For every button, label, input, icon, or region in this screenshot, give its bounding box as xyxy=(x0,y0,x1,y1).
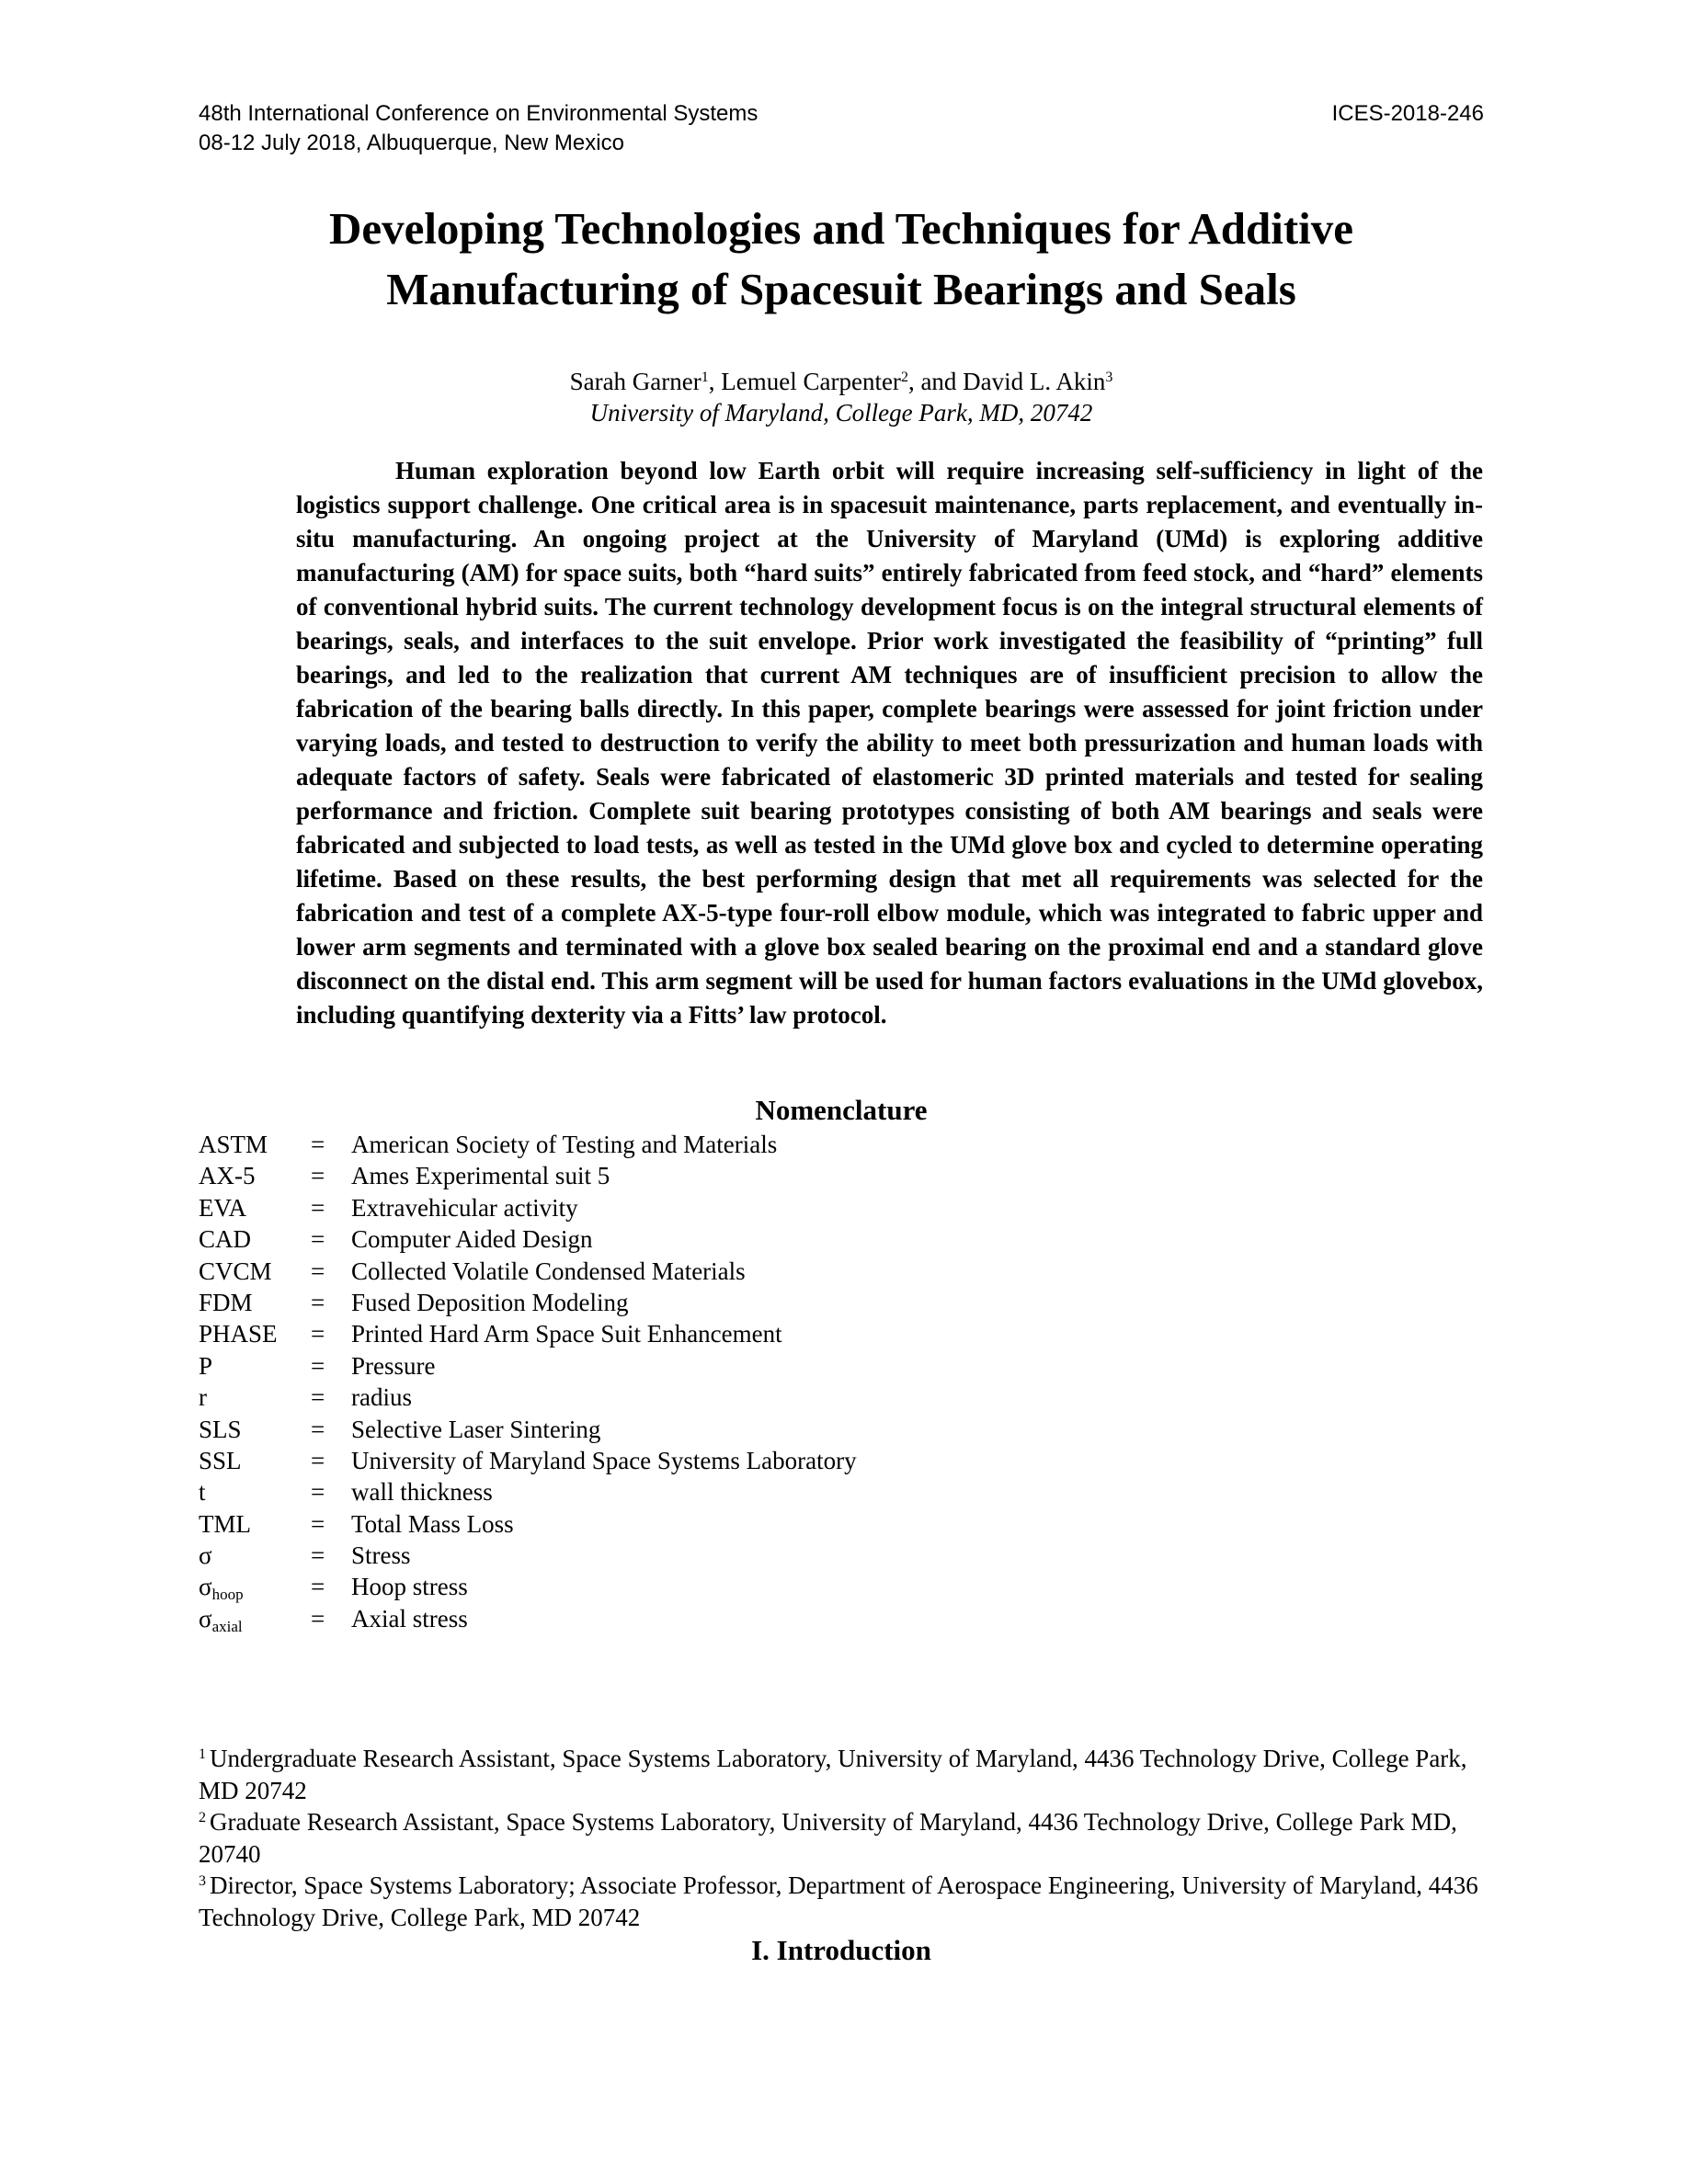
footnote-mark: 2 xyxy=(199,1810,206,1826)
paper-id: ICES-2018-246 xyxy=(1331,101,1484,126)
nomenclature-symbol xyxy=(199,1287,311,1318)
footnote-text: Director, Space Systems Laboratory; Associate Professor, Department of Aerospace Engineering, University of Maryland, 4436 Technology Drive, College Park, MD 20742 xyxy=(199,1871,1478,1931)
nomenclature-entry xyxy=(199,1223,1484,1255)
nomenclature-equals: = xyxy=(311,1573,325,1601)
nomenclature-equals: = xyxy=(311,1131,325,1158)
footnotes xyxy=(199,1743,1484,1933)
footnote xyxy=(199,1806,1484,1870)
nomenclature-equals: = xyxy=(311,1509,325,1538)
nomenclature-definition: Total Mass Loss xyxy=(351,1509,514,1538)
nomenclature-symbol-text: EVA xyxy=(199,1193,247,1222)
nomenclature-symbol xyxy=(199,1382,311,1413)
nomenclature-symbol xyxy=(199,1571,311,1602)
nomenclature-equals: = xyxy=(311,1225,325,1254)
nomenclature-symbol xyxy=(199,1350,311,1382)
nomenclature-equals: = xyxy=(311,1604,325,1632)
nomenclature-equals: = xyxy=(311,1383,325,1412)
nomenclature-symbol xyxy=(199,1160,311,1191)
nomenclature-symbol xyxy=(199,1223,311,1255)
nomenclature-symbol-text: σ xyxy=(199,1541,212,1570)
nomenclature-symbol-text: t xyxy=(199,1478,206,1507)
nomenclature-symbol-subscript: axial xyxy=(211,1617,243,1635)
nomenclature-definition: Collected Volatile Condensed Materials xyxy=(351,1257,746,1285)
section-heading-introduction: I. Introduction xyxy=(751,1934,931,1966)
nomenclature-entry xyxy=(199,1508,1484,1540)
nomenclature-equals: = xyxy=(311,1351,325,1380)
nomenclature-symbol-text: σ xyxy=(199,1573,212,1601)
nomenclature-symbol-text: ASTM xyxy=(199,1131,268,1158)
author-list xyxy=(199,366,1484,397)
author-affiliation: University of Maryland, College Park, MD, 20742 xyxy=(589,399,1093,427)
nomenclature-entry xyxy=(199,1603,1484,1634)
footnote xyxy=(199,1743,1484,1806)
author-name: Lemuel Carpenter xyxy=(721,368,901,395)
footnote-text: Graduate Research Assistant, Space Systems Laboratory, University of Maryland, 4436 Technology Drive, College Park MD, 20740 xyxy=(199,1808,1457,1868)
author-block xyxy=(199,366,1484,428)
nomenclature-symbol-text: SSL xyxy=(199,1446,242,1474)
nomenclature-entry xyxy=(199,1129,1484,1160)
conference-date-location: 08-12 July 2018, Albuquerque, New Mexico xyxy=(199,131,624,155)
nomenclature-symbol xyxy=(199,1508,311,1540)
conference-name: 48th International Conference on Environmental Systems xyxy=(199,101,758,126)
nomenclature-symbol xyxy=(199,1476,311,1507)
paper-title-line-2: Manufacturing of Spacesuit Bearings and Seals xyxy=(386,264,1296,314)
nomenclature-equals: = xyxy=(311,1478,325,1507)
footnote-mark: 3 xyxy=(199,1873,206,1889)
nomenclature-equals: = xyxy=(311,1415,325,1443)
nomenclature-symbol xyxy=(199,1414,311,1445)
nomenclature-definition: Hoop stress xyxy=(351,1573,468,1601)
nomenclature-symbol-text: FDM xyxy=(199,1288,253,1316)
nomenclature-symbol-subscript: hoop xyxy=(211,1586,244,1604)
author-footnote-mark: 3 xyxy=(1105,370,1113,385)
footnote-text: Undergraduate Research Assistant, Space Systems Laboratory, University of Maryland, 4436 Technology Drive, College Park, MD 20742 xyxy=(199,1745,1467,1804)
nomenclature-entry xyxy=(199,1414,1484,1445)
author-footnote-mark: 1 xyxy=(701,370,709,385)
nomenclature-symbol xyxy=(199,1603,311,1634)
nomenclature-definition: radius xyxy=(351,1383,412,1412)
author-footnote-mark: 2 xyxy=(900,370,908,385)
nomenclature-definition: Printed Hard Arm Space Suit Enhancement xyxy=(351,1320,782,1348)
nomenclature-symbol-text: CVCM xyxy=(199,1257,272,1285)
nomenclature-definition: Fused Deposition Modeling xyxy=(351,1288,629,1316)
footnote-mark: 1 xyxy=(199,1746,206,1762)
nomenclature-equals: = xyxy=(311,1257,325,1285)
nomenclature-entry xyxy=(199,1476,1484,1507)
nomenclature-symbol-text: TML xyxy=(199,1509,251,1538)
author-separator: , and xyxy=(907,368,964,395)
nomenclature-symbol-text: PHASE xyxy=(199,1320,278,1348)
conference-header-row xyxy=(199,99,1484,129)
nomenclature-symbol xyxy=(199,1540,311,1571)
paper-title xyxy=(199,199,1484,320)
nomenclature-entry xyxy=(199,1382,1484,1413)
nomenclature-definition: Extravehicular activity xyxy=(351,1193,578,1222)
nomenclature-symbol-text: SLS xyxy=(199,1415,242,1443)
nomenclature-entry xyxy=(199,1256,1484,1287)
nomenclature-entry xyxy=(199,1571,1484,1602)
nomenclature-symbol xyxy=(199,1129,311,1160)
nomenclature-equals: = xyxy=(311,1446,325,1474)
nomenclature-entry xyxy=(199,1445,1484,1476)
nomenclature-equals: = xyxy=(311,1288,325,1316)
author-name: Sarah Garner xyxy=(569,368,701,395)
nomenclature-entry xyxy=(199,1160,1484,1191)
nomenclature-equals: = xyxy=(311,1541,325,1570)
nomenclature-symbol-text: CAD xyxy=(199,1225,252,1254)
abstract: Human exploration beyond low Earth orbit will require increasing self-sufficiency in light of the logistics support challenge. One critical area is in spacesuit maintenance, parts replacement, and eventually in-situ manufacturing. An ongoing project at the University of Maryland (UMd) is exploring additive manufacturing (AM) for space suits, both “hard suits” entirely fabricated from feed stock, and “hard” elements of conventional hybrid suits. The current technology development focus is on the integral structural elements of bearings, seals, and interfaces to the suit envelope. Prior work investigated the feasibility of “printing” full bearings, and led to the realization that current AM techniques are of insufficient precision to allow the fabrication of the bearing balls directly. In this paper, complete bearings were assessed for joint friction under varying loads, and tested to destruction to verify the ability to meet both pressurization and human loads with adequate factors of safety. Seals were fabricated of elastomeric 3D printed materials and tested for sealing performance and friction. Complete suit bearing prototypes consisting of both AM bearings and seals were fabricated and subjected to load tests, as well as tested in the UMd glove box and cycled to determine operating lifetime. Based on these results, the best performing design that met all requirements was selected for the fabrication and test of a complete AX-5-type four-roll elbow module, which was integrated to fabric upper and lower arm segments and terminated with a glove box sealed bearing on the proximal end and a standard glove disconnect on the distal end. This arm segment will be used for human factors evaluations in the UMd glovebox, including quantifying dexterity via a Fitts’ law protocol. xyxy=(296,457,1483,1029)
nomenclature-heading: Nomenclature xyxy=(755,1094,928,1126)
nomenclature-entry xyxy=(199,1318,1484,1349)
nomenclature-entry xyxy=(199,1192,1484,1223)
nomenclature-symbol xyxy=(199,1192,311,1223)
nomenclature-definition: wall thickness xyxy=(351,1478,493,1507)
paper-title-line-1: Developing Technologies and Techniques for Additive xyxy=(328,203,1354,254)
author-separator: , xyxy=(708,368,722,395)
nomenclature-symbol-text: AX-5 xyxy=(199,1162,256,1190)
nomenclature-entry xyxy=(199,1350,1484,1382)
nomenclature-definition: Axial stress xyxy=(351,1604,468,1632)
footnote xyxy=(199,1870,1484,1933)
nomenclature-equals: = xyxy=(311,1320,325,1348)
nomenclature-definition: Computer Aided Design xyxy=(351,1225,593,1254)
nomenclature-definition: American Society of Testing and Materials xyxy=(351,1131,778,1158)
conference-header xyxy=(199,99,1484,158)
nomenclature-definition: Ames Experimental suit 5 xyxy=(351,1162,610,1190)
nomenclature-symbol-text: σ xyxy=(199,1604,212,1632)
nomenclature-entry xyxy=(199,1287,1484,1318)
nomenclature-definition: Stress xyxy=(351,1541,411,1570)
nomenclature-entry xyxy=(199,1540,1484,1571)
nomenclature-definition: Pressure xyxy=(351,1351,436,1380)
nomenclature-symbol xyxy=(199,1256,311,1287)
nomenclature-equals: = xyxy=(311,1162,325,1190)
nomenclature-symbol xyxy=(199,1318,311,1349)
nomenclature-definition: Selective Laser Sintering xyxy=(351,1415,601,1443)
nomenclature-symbol-text: r xyxy=(199,1383,207,1412)
nomenclature-list xyxy=(199,1129,1484,1634)
nomenclature-symbol xyxy=(199,1445,311,1476)
nomenclature-equals: = xyxy=(311,1193,325,1222)
nomenclature-symbol-text: P xyxy=(199,1351,213,1380)
nomenclature-definition: University of Maryland Space Systems Laboratory xyxy=(351,1446,857,1474)
author-name: David L. Akin xyxy=(963,368,1106,395)
